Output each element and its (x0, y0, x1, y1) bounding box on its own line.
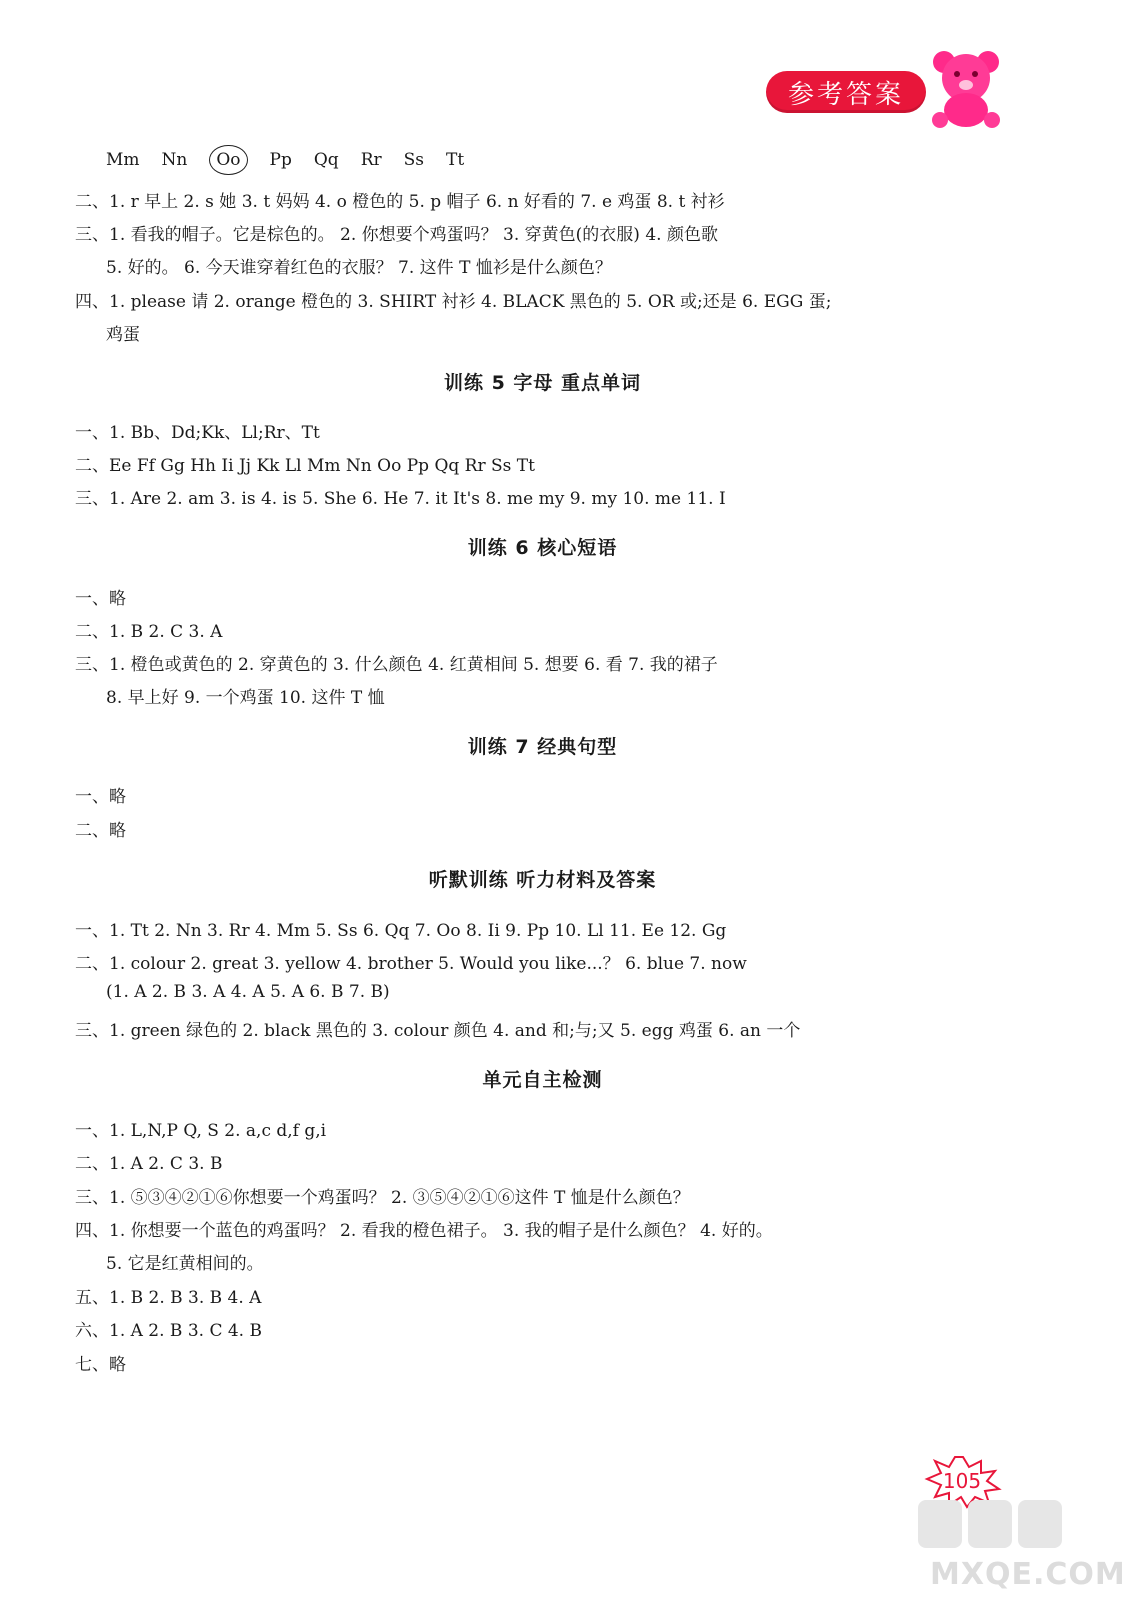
answer-line: 5. 好的。 6. 今天谁穿着红色的衣服？ 7. 这件 T 恤衫是什么颜色？ (106, 258, 612, 278)
circled-letter: Oo (209, 145, 247, 175)
letter: Qq (313, 150, 339, 170)
answer-line: 一、略 (75, 787, 126, 807)
answer-line: 三、1. 看我的帽子。它是棕色的。 2. 你想要个鸡蛋吗？ 3. 穿黄色(的衣服) 4. 颜色歌 (75, 225, 718, 245)
section-title: 听默训练 听力材料及答案 (428, 869, 657, 891)
section-title: 单元自主检测 (482, 1069, 603, 1091)
answer-line: 三、1. ⑤③④②①⑥你想要一个鸡蛋吗？ 2. ③⑤④②①⑥这件 T 恤是什么颜色？ (75, 1188, 690, 1208)
answer-line: 二、1. colour 2. great 3. yellow 4. brother 5. Would you like...？ 6. blue 7. now (75, 954, 747, 974)
answer-line: 三、1. green 绿色的 2. black 黑色的 3. colour 颜色 4. and 和;与;又 5. egg 鸡蛋 6. an 一个 (75, 1021, 801, 1041)
letter: Tt (446, 150, 465, 170)
answer-line: 二、1. r 早上 2. s 她 3. t 妈妈 4. o 橙色的 5. p 帽子 6. n 好看的 7. e 鸡蛋 8. t 衬衫 (75, 192, 725, 212)
answer-line: 四、1. please 请 2. orange 橙色的 3. SHIRT 衬衫 4. BLACK 黑色的 5. OR 或;还是 6. EGG 蛋; (75, 292, 832, 312)
answer-line: 二、略 (75, 821, 126, 841)
letter: Mm (106, 150, 140, 170)
section-title: 训练 6 核心短语 (467, 537, 618, 559)
answer-line: 一、1. Tt 2. Nn 3. Rr 4. Mm 5. Ss 6. Qq 7. Oo 8. Ii 9. Pp 10. Ll 11. Ee 12. Gg (75, 921, 727, 941)
alphabet-row (106, 150, 486, 175)
answer-line: 七、略 (75, 1355, 126, 1375)
answer-line: 四、1. 你想要一个蓝色的鸡蛋吗？ 2. 看我的橙色裙子。 3. 我的帽子是什么颜色？ 4. 好的。 (75, 1221, 773, 1241)
letter: Ss (403, 150, 424, 170)
watermark-text: MXQE.COM (930, 1557, 1126, 1592)
section-title: 训练 5 字母 重点单词 (443, 372, 642, 394)
teddy-bear-icon (930, 48, 1002, 128)
answer-key-badge: 参考答案 (766, 71, 926, 113)
answer-line: 一、1. L,N,P Q, S 2. a,c d,f g,i (75, 1121, 327, 1141)
answer-line: (1. A 2. B 3. A 4. A 5. A 6. B 7. B) (106, 982, 390, 1002)
answer-line: 二、1. B 2. C 3. A (75, 622, 223, 642)
answer-line: 三、1. Are 2. am 3. is 4. is 5. She 6. He 7. it It's 8. me my 9. my 10. me 11. I (75, 489, 726, 509)
answer-line: 一、略 (75, 589, 126, 609)
letter: Nn (161, 150, 188, 170)
answer-line: 二、1. A 2. C 3. B (75, 1154, 223, 1174)
answer-line: 8. 早上好 9. 一个鸡蛋 10. 这件 T 恤 (106, 688, 385, 708)
letter: Rr (360, 150, 382, 170)
page-number: 105 (942, 1469, 982, 1493)
section-title: 训练 7 经典句型 (467, 736, 618, 758)
answer-line: 鸡蛋 (106, 325, 140, 345)
letter: Pp (269, 150, 292, 170)
answer-line: 二、Ee Ff Gg Hh Ii Jj Kk Ll Mm Nn Oo Pp Qq Rr Ss Tt (75, 456, 535, 476)
answer-line: 一、1. Bb、Dd;Kk、Ll;Rr、Tt (75, 423, 320, 443)
answer-line: 五、1. B 2. B 3. B 4. A (75, 1288, 262, 1308)
answer-line: 三、1. 橙色或黄色的 2. 穿黄色的 3. 什么颜色 4. 红黄相间 5. 想要 6. 看 7. 我的裙子 (75, 655, 718, 675)
answer-line: 六、1. A 2. B 3. C 4. B (75, 1321, 262, 1341)
answer-line: 5. 它是红黄相间的。 (106, 1254, 264, 1274)
